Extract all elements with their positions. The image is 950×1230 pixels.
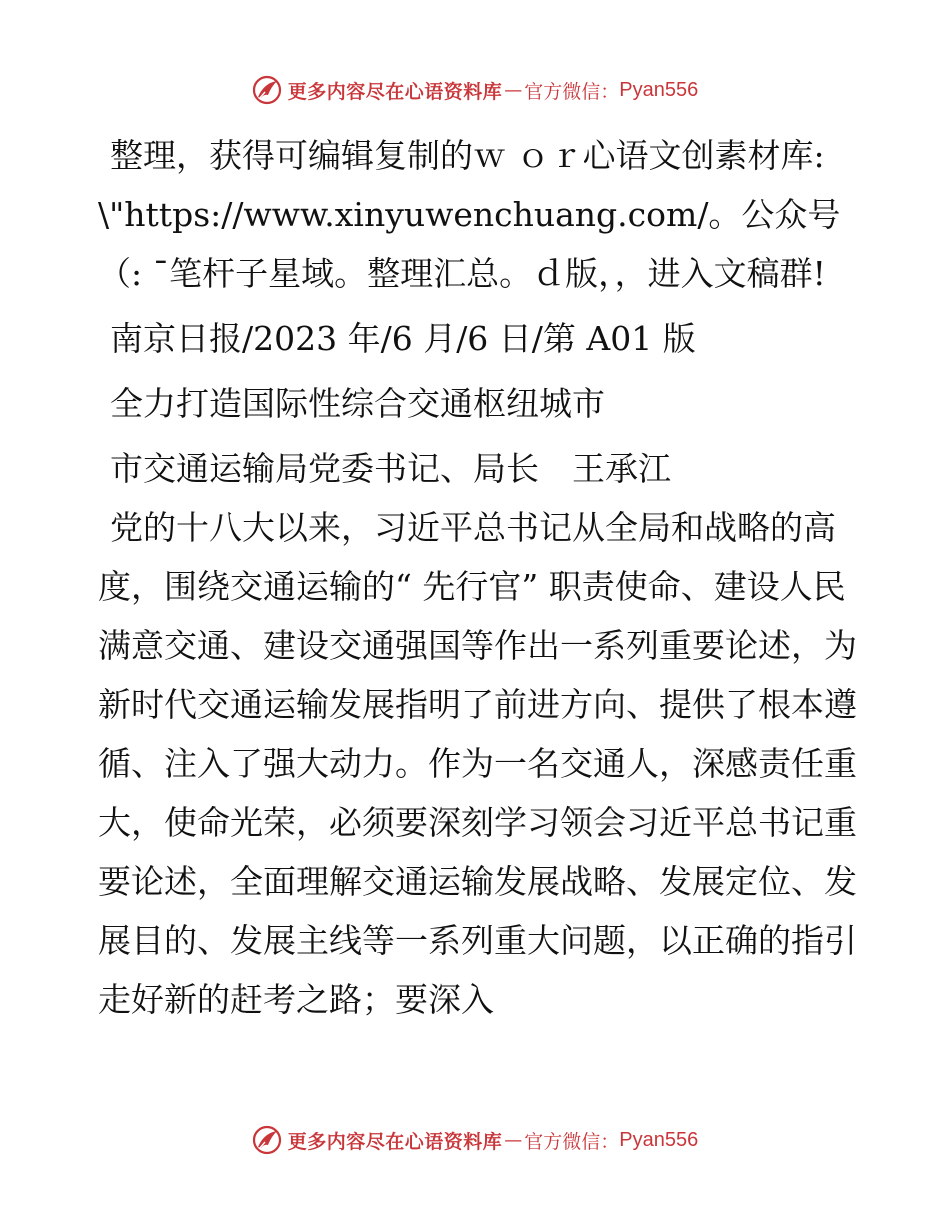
banner-official-label: 官方微信： (524, 80, 620, 103)
intro-paragraph: 整理，获得可编辑复制的ｗ ｏｒ心语文创素材库: \"https://www.xinyuwenchuang.com/。公众号（: ¯笔杆子星域。整理汇总。ｄ版，，进入文稿群! (98, 136, 841, 293)
banner-official-label: 官方微信： (524, 1130, 620, 1153)
headline: 全力打造国际性综合交通枢纽城市 (110, 384, 605, 423)
banner-separator: — (504, 79, 523, 101)
banner-separator: — (504, 1129, 523, 1151)
footer-watermark-banner (0, 1120, 950, 1160)
banner-wechat-handle: Pyan556 (619, 78, 699, 101)
banner-main-text: 更多内容尽在心语资料库 (287, 80, 503, 103)
body-paragraph: 党的十八大以来，习近平总书记从全局和战略的高度，围绕交通运输的“ 先行官” 职责使命、建设人民满意交通、建设交通强国等作出一系列重要论述，为新时代交通运输发展指明了前进方向、提供了根本遵循、注入了强大动力。作为一名交通人，深感责任重大，使命光荣，必须要深刻学习领会习近平总书记重要论述，全面理解交通运输发展战略、发展定位、发展目的、发展主线等一系列重大问题，以正确的指引走好新的赶考之路；要深入 (98, 508, 857, 1019)
quill-logo-icon (252, 1125, 282, 1155)
banner-main-text: 更多内容尽在心语资料库 (287, 1130, 503, 1153)
quill-logo-icon (252, 75, 282, 105)
source-line: 南京日报/2023 年/6 月/6 日/第 A01 版 (110, 319, 696, 358)
byline: 市交通运输局党委书记、局长 王承江 (110, 449, 671, 488)
document-content (98, 126, 858, 1029)
header-watermark-banner (0, 70, 950, 110)
banner-wechat-handle: Pyan556 (619, 1128, 699, 1151)
